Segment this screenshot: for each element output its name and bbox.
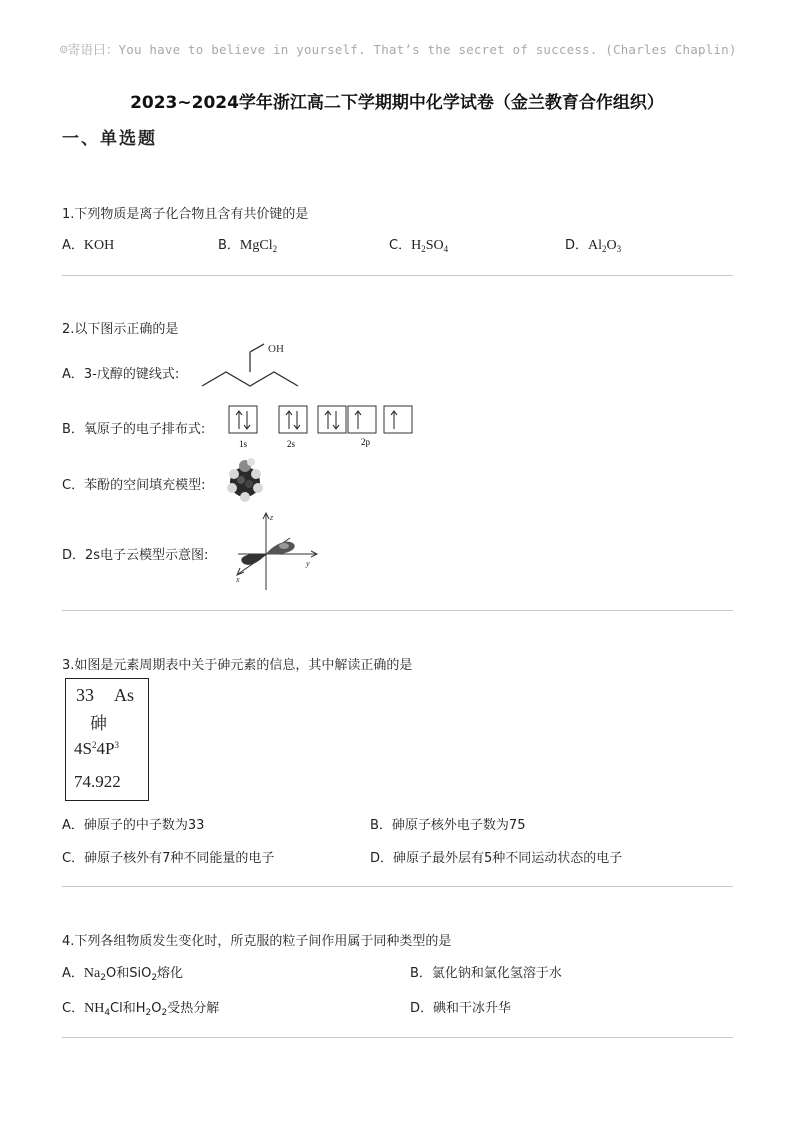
- question-4-option-b[interactable]: B．氯化钠和氯化氢溶于水: [410, 966, 562, 981]
- option-formula: SO: [425, 238, 444, 253]
- question-2-option-c[interactable]: C．苯酚的空间填充模型:: [62, 478, 206, 493]
- option-formula: MgCl: [239, 238, 273, 253]
- superscript: 3: [114, 740, 119, 750]
- atomic-mass: 74.922: [74, 772, 121, 791]
- config-part: 4P: [96, 739, 115, 758]
- atomic-number: 33: [76, 685, 94, 705]
- option-formula: O: [151, 1001, 162, 1016]
- phenol-space-filling-model: [222, 456, 268, 504]
- header-motto: ☺寄语曰：You have to believe in yourself. That’s the secret of success. (Charles Chaplin): [60, 42, 737, 57]
- subscript: 2: [100, 973, 106, 983]
- subscript: 2: [161, 1008, 168, 1018]
- periodic-table-cell: [65, 678, 149, 801]
- question-divider: [62, 886, 733, 887]
- subscript: 3: [616, 244, 622, 254]
- subscript: 2: [421, 244, 426, 254]
- subscript: 4: [104, 1008, 111, 1018]
- question-1-option-d[interactable]: [565, 234, 621, 254]
- element-name: 砷: [90, 714, 107, 733]
- question-3-option-c[interactable]: C．砷原子核外有7种不同能量的电子: [62, 851, 275, 866]
- subscript: 2: [272, 244, 278, 254]
- orbital-diagram: [228, 405, 418, 455]
- subscript: 4: [443, 244, 449, 254]
- axis-y-label: y: [306, 559, 310, 568]
- page-title: 2023~2024学年浙江高二下学期期中化学试卷（金兰教育合作组织）: [130, 93, 664, 113]
- skeletal-formula-diagram: [198, 338, 308, 396]
- option-prefix: C．: [389, 238, 412, 253]
- hydroxyl-label: OH: [268, 343, 284, 355]
- question-1-stem: 1.下列物质是离子化合物且含有共价键的是: [62, 207, 309, 222]
- element-symbol: As: [114, 685, 135, 705]
- option-formula: Al: [588, 238, 603, 253]
- option-formula: O和SiO: [105, 966, 152, 981]
- question-1-option-a[interactable]: [62, 234, 114, 254]
- question-1-option-b[interactable]: [218, 234, 277, 254]
- question-1-option-c[interactable]: [389, 234, 448, 254]
- superscript: 2: [91, 740, 97, 750]
- question-3-option-d[interactable]: D．砷原子最外层有5种不同运动状态的电子: [370, 851, 623, 866]
- option-formula: O: [606, 238, 617, 253]
- subscript: 2: [145, 1008, 152, 1018]
- electron-configuration: [74, 739, 119, 759]
- question-4-option-d[interactable]: D．碘和干冰升华: [410, 1001, 512, 1016]
- axis-x-label: x: [236, 575, 240, 584]
- option-prefix: B．: [218, 238, 240, 253]
- option-text: 熔化: [157, 966, 184, 981]
- electron-cloud-diagram: [228, 508, 324, 594]
- option-formula: H: [411, 238, 422, 253]
- question-2-option-a[interactable]: A．3-戊醇的键线式:: [62, 367, 180, 382]
- option-formula: NH: [84, 1001, 105, 1016]
- subscript: 2: [151, 973, 158, 983]
- question-4-option-a[interactable]: [62, 962, 183, 983]
- question-3-option-b[interactable]: B．砷原子核外电子数为75: [370, 818, 526, 833]
- config-part: 4S: [74, 739, 92, 758]
- subscript: 2: [602, 244, 607, 254]
- question-4-stem: 4.下列各组物质发生变化时，所克服的粒子间作用属于同种类型的是: [62, 934, 452, 949]
- question-divider: [62, 610, 733, 611]
- option-prefix: C．: [62, 1001, 85, 1016]
- question-divider: [62, 1037, 733, 1038]
- question-4-option-c[interactable]: [62, 997, 219, 1018]
- option-prefix: A．: [62, 966, 84, 981]
- option-prefix: D．: [565, 238, 589, 253]
- option-formula: Na: [83, 966, 101, 981]
- orbital-boxes: [228, 405, 418, 451]
- question-2-stem: 2.以下图示正确的是: [62, 322, 179, 337]
- question-3-option-a[interactable]: A．砷原子的中子数为33: [62, 818, 205, 833]
- axis-z-label: z: [270, 513, 274, 522]
- option-formula: KOH: [83, 238, 115, 253]
- option-formula: Cl和H: [110, 1001, 146, 1016]
- option-text: 受热分解: [167, 1001, 220, 1016]
- orbital-label-2s: 2s: [287, 439, 296, 449]
- question-3-stem: 3.如图是元素周期表中关于砷元素的信息，其中解读正确的是: [62, 658, 413, 673]
- question-divider: [62, 275, 733, 276]
- question-2-option-d[interactable]: D．2s电子云模型示意图:: [62, 548, 209, 563]
- question-2-option-b[interactable]: B．氧原子的电子排布式:: [62, 422, 206, 437]
- option-prefix: A．: [62, 238, 84, 253]
- orbital-label-2p: 2p: [361, 437, 370, 447]
- orbital-label-1s: 1s: [239, 439, 248, 449]
- section-heading: 一、单选题: [62, 129, 157, 149]
